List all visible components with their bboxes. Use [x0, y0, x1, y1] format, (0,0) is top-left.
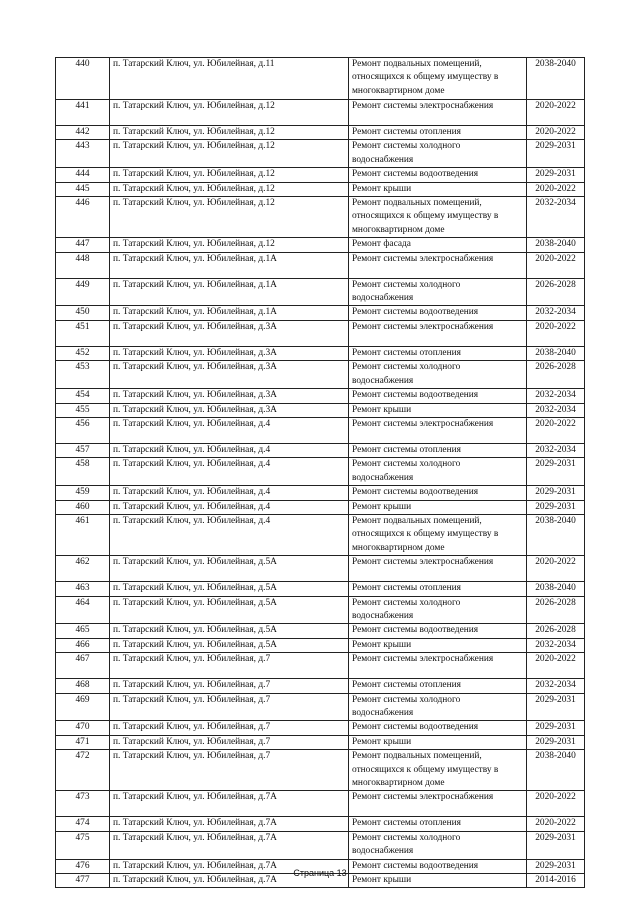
table-row	[56, 582, 585, 596]
row-period: 2032-2034	[527, 638, 585, 652]
row-period: 2032-2034	[527, 197, 585, 238]
row-address: п. Татарский Ключ, ул. Юбилейная, д.7	[110, 750, 349, 791]
row-period: 2026-2028	[527, 361, 585, 389]
row-period: 2029-2031	[527, 486, 585, 500]
row-work-type: Ремонт системы отопления	[349, 679, 527, 693]
row-number: 441	[56, 100, 110, 126]
row-period: 2020-2022	[527, 791, 585, 817]
row-number: 448	[56, 252, 110, 278]
row-period: 2038-2040	[527, 238, 585, 252]
table-row	[56, 238, 585, 252]
row-period: 2020-2022	[527, 126, 585, 140]
table-row	[56, 278, 585, 306]
row-period: 2020-2022	[527, 556, 585, 582]
table-row	[56, 500, 585, 514]
row-address: п. Татарский Ключ, ул. Юбилейная, д.12	[110, 168, 349, 182]
row-address: п. Татарский Ключ, ул. Юбилейная, д.7	[110, 735, 349, 749]
row-number: 477	[56, 874, 110, 888]
row-period: 2029-2031	[527, 500, 585, 514]
repair-schedule-table	[55, 57, 585, 888]
row-period: 2014-2016	[527, 874, 585, 888]
row-work-type: Ремонт крыши	[349, 735, 527, 749]
row-period: 2029-2031	[527, 831, 585, 859]
row-number: 454	[56, 389, 110, 403]
row-work-type: Ремонт системы электроснабжения	[349, 791, 527, 817]
row-period: 2029-2031	[527, 693, 585, 721]
row-period: 2038-2040	[527, 582, 585, 596]
row-work-type: Ремонт подвальных помещений, относящихся к общему имуществу в многоквартирном доме	[349, 514, 527, 555]
row-address: п. Татарский Ключ, ул. Юбилейная, д.1А	[110, 278, 349, 306]
row-work-type: Ремонт крыши	[349, 874, 527, 888]
row-number: 461	[56, 514, 110, 555]
row-period: 2029-2031	[527, 735, 585, 749]
row-number: 470	[56, 721, 110, 735]
row-work-type: Ремонт крыши	[349, 638, 527, 652]
row-address: п. Татарский Ключ, ул. Юбилейная, д.12	[110, 238, 349, 252]
table-row	[56, 679, 585, 693]
row-period: 2020-2022	[527, 182, 585, 196]
row-number: 469	[56, 693, 110, 721]
table-row	[56, 721, 585, 735]
row-period: 2020-2022	[527, 100, 585, 126]
row-work-type: Ремонт системы водоотведения	[349, 859, 527, 873]
row-number: 466	[56, 638, 110, 652]
row-address: п. Татарский Ключ, ул. Юбилейная, д.3А	[110, 403, 349, 417]
table-row	[56, 346, 585, 360]
row-period: 2020-2022	[527, 817, 585, 831]
row-period: 2026-2028	[527, 624, 585, 638]
row-number: 474	[56, 817, 110, 831]
row-number: 475	[56, 831, 110, 859]
row-work-type: Ремонт системы электроснабжения	[349, 417, 527, 443]
row-period: 2032-2034	[527, 306, 585, 320]
row-period: 2032-2034	[527, 389, 585, 403]
table-row	[56, 653, 585, 679]
row-address: п. Татарский Ключ, ул. Юбилейная, д.4	[110, 458, 349, 486]
table-row	[56, 389, 585, 403]
row-number: 445	[56, 182, 110, 196]
row-work-type: Ремонт системы отопления	[349, 126, 527, 140]
row-work-type: Ремонт системы холодного водоснабжения	[349, 596, 527, 624]
table-row	[56, 126, 585, 140]
row-work-type: Ремонт крыши	[349, 500, 527, 514]
table-row	[56, 458, 585, 486]
row-address: п. Татарский Ключ, ул. Юбилейная, д.4	[110, 500, 349, 514]
row-work-type: Ремонт подвальных помещений, относящихся к общему имуществу в многоквартирном доме	[349, 197, 527, 238]
row-address: п. Татарский Ключ, ул. Юбилейная, д.1А	[110, 306, 349, 320]
row-work-type: Ремонт подвальных помещений, относящихся к общему имуществу в многоквартирном доме	[349, 58, 527, 100]
row-address: п. Татарский Ключ, ул. Юбилейная, д.5А	[110, 596, 349, 624]
row-number: 464	[56, 596, 110, 624]
row-number: 463	[56, 582, 110, 596]
row-number: 446	[56, 197, 110, 238]
row-number: 444	[56, 168, 110, 182]
row-period: 2020-2022	[527, 320, 585, 346]
table-row	[56, 403, 585, 417]
row-period: 2026-2028	[527, 278, 585, 306]
row-work-type: Ремонт крыши	[349, 182, 527, 196]
row-work-type: Ремонт системы холодного водоснабжения	[349, 361, 527, 389]
row-address: п. Татарский Ключ, ул. Юбилейная, д.12	[110, 182, 349, 196]
table-row	[56, 182, 585, 196]
table-row	[56, 252, 585, 278]
row-address: п. Татарский Ключ, ул. Юбилейная, д.11	[110, 58, 349, 100]
row-work-type: Ремонт системы электроснабжения	[349, 653, 527, 679]
row-address: п. Татарский Ключ, ул. Юбилейная, д.5А	[110, 638, 349, 652]
row-address: п. Татарский Ключ, ул. Юбилейная, д.12	[110, 140, 349, 168]
table-row	[56, 831, 585, 859]
row-work-type: Ремонт системы холодного водоснабжения	[349, 140, 527, 168]
row-period: 2020-2022	[527, 417, 585, 443]
row-number: 471	[56, 735, 110, 749]
row-work-type: Ремонт системы электроснабжения	[349, 556, 527, 582]
row-work-type: Ремонт системы холодного водоснабжения	[349, 458, 527, 486]
table-row	[56, 100, 585, 126]
row-period: 2038-2040	[527, 346, 585, 360]
row-address: п. Татарский Ключ, ул. Юбилейная, д.3А	[110, 361, 349, 389]
row-period: 2020-2022	[527, 252, 585, 278]
row-number: 472	[56, 750, 110, 791]
table-row	[56, 596, 585, 624]
row-work-type: Ремонт системы водоотведения	[349, 486, 527, 500]
row-number: 460	[56, 500, 110, 514]
row-work-type: Ремонт системы электроснабжения	[349, 320, 527, 346]
row-work-type: Ремонт фасада	[349, 238, 527, 252]
row-period: 2026-2028	[527, 596, 585, 624]
row-work-type: Ремонт системы водоотведения	[349, 306, 527, 320]
table-row	[56, 750, 585, 791]
table-row	[56, 514, 585, 555]
table-row	[56, 638, 585, 652]
table-row	[56, 140, 585, 168]
table-row	[56, 486, 585, 500]
row-number: 468	[56, 679, 110, 693]
row-period: 2032-2034	[527, 443, 585, 457]
row-number: 440	[56, 58, 110, 100]
row-number: 476	[56, 859, 110, 873]
row-work-type: Ремонт системы холодного водоснабжения	[349, 278, 527, 306]
row-address: п. Татарский Ключ, ул. Юбилейная, д.3А	[110, 346, 349, 360]
row-period: 2032-2034	[527, 679, 585, 693]
page-number: Страница 13	[293, 868, 347, 878]
row-work-type: Ремонт подвальных помещений, относящихся к общему имуществу в многоквартирном доме	[349, 750, 527, 791]
row-address: п. Татарский Ключ, ул. Юбилейная, д.3А	[110, 320, 349, 346]
row-period: 2029-2031	[527, 458, 585, 486]
row-number: 451	[56, 320, 110, 346]
table-row	[56, 58, 585, 100]
row-address: п. Татарский Ключ, ул. Юбилейная, д.3А	[110, 389, 349, 403]
row-address: п. Татарский Ключ, ул. Юбилейная, д.7А	[110, 791, 349, 817]
row-work-type: Ремонт системы холодного водоснабжения	[349, 831, 527, 859]
row-number: 452	[56, 346, 110, 360]
table-row	[56, 735, 585, 749]
table-row	[56, 817, 585, 831]
row-address: п. Татарский Ключ, ул. Юбилейная, д.7	[110, 721, 349, 735]
row-address: п. Татарский Ключ, ул. Юбилейная, д.12	[110, 197, 349, 238]
row-period: 2038-2040	[527, 514, 585, 555]
row-number: 442	[56, 126, 110, 140]
row-work-type: Ремонт системы отопления	[349, 443, 527, 457]
row-work-type: Ремонт системы электроснабжения	[349, 252, 527, 278]
row-period: 2029-2031	[527, 721, 585, 735]
table-row	[56, 443, 585, 457]
row-address: п. Татарский Ключ, ул. Юбилейная, д.12	[110, 100, 349, 126]
row-work-type: Ремонт системы водоотведения	[349, 624, 527, 638]
row-address: п. Татарский Ключ, ул. Юбилейная, д.7А	[110, 874, 349, 888]
table-body	[56, 58, 585, 888]
row-period: 2038-2040	[527, 58, 585, 100]
row-number: 473	[56, 791, 110, 817]
table-row	[56, 556, 585, 582]
row-address: п. Татарский Ключ, ул. Юбилейная, д.1А	[110, 252, 349, 278]
row-number: 449	[56, 278, 110, 306]
row-number: 457	[56, 443, 110, 457]
row-number: 447	[56, 238, 110, 252]
row-period: 2029-2031	[527, 140, 585, 168]
row-number: 456	[56, 417, 110, 443]
row-period: 2032-2034	[527, 403, 585, 417]
row-address: п. Татарский Ключ, ул. Юбилейная, д.7	[110, 693, 349, 721]
table-row	[56, 624, 585, 638]
table-row	[56, 320, 585, 346]
table-row	[56, 306, 585, 320]
row-address: п. Татарский Ключ, ул. Юбилейная, д.4	[110, 486, 349, 500]
row-work-type: Ремонт системы отопления	[349, 346, 527, 360]
row-number: 443	[56, 140, 110, 168]
row-work-type: Ремонт системы водоотведения	[349, 168, 527, 182]
table-row	[56, 693, 585, 721]
row-address: п. Татарский Ключ, ул. Юбилейная, д.5А	[110, 556, 349, 582]
row-address: п. Татарский Ключ, ул. Юбилейная, д.7	[110, 653, 349, 679]
row-address: п. Татарский Ключ, ул. Юбилейная, д.5А	[110, 624, 349, 638]
row-number: 462	[56, 556, 110, 582]
row-number: 450	[56, 306, 110, 320]
table-row	[56, 168, 585, 182]
row-address: п. Татарский Ключ, ул. Юбилейная, д.4	[110, 514, 349, 555]
row-address: п. Татарский Ключ, ул. Юбилейная, д.4	[110, 417, 349, 443]
row-address: п. Татарский Ключ, ул. Юбилейная, д.4	[110, 443, 349, 457]
row-address: п. Татарский Ключ, ул. Юбилейная, д.7А	[110, 859, 349, 873]
row-number: 453	[56, 361, 110, 389]
row-number: 458	[56, 458, 110, 486]
table-row	[56, 197, 585, 238]
row-address: п. Татарский Ключ, ул. Юбилейная, д.7А	[110, 831, 349, 859]
row-work-type: Ремонт крыши	[349, 403, 527, 417]
table-row	[56, 791, 585, 817]
row-work-type: Ремонт системы водоотведения	[349, 389, 527, 403]
row-work-type: Ремонт системы отопления	[349, 817, 527, 831]
table-row	[56, 417, 585, 443]
row-address: п. Татарский Ключ, ул. Юбилейная, д.5А	[110, 582, 349, 596]
row-address: п. Татарский Ключ, ул. Юбилейная, д.7А	[110, 817, 349, 831]
row-number: 455	[56, 403, 110, 417]
row-work-type: Ремонт системы водоотведения	[349, 721, 527, 735]
row-period: 2029-2031	[527, 168, 585, 182]
row-number: 465	[56, 624, 110, 638]
row-period: 2038-2040	[527, 750, 585, 791]
row-address: п. Татарский Ключ, ул. Юбилейная, д.12	[110, 126, 349, 140]
table-row	[56, 361, 585, 389]
row-number: 467	[56, 653, 110, 679]
row-address: п. Татарский Ключ, ул. Юбилейная, д.7	[110, 679, 349, 693]
row-work-type: Ремонт системы холодного водоснабжения	[349, 693, 527, 721]
row-period: 2020-2022	[527, 653, 585, 679]
row-number: 459	[56, 486, 110, 500]
row-period: 2029-2031	[527, 859, 585, 873]
row-work-type: Ремонт системы электроснабжения	[349, 100, 527, 126]
row-work-type: Ремонт системы отопления	[349, 582, 527, 596]
